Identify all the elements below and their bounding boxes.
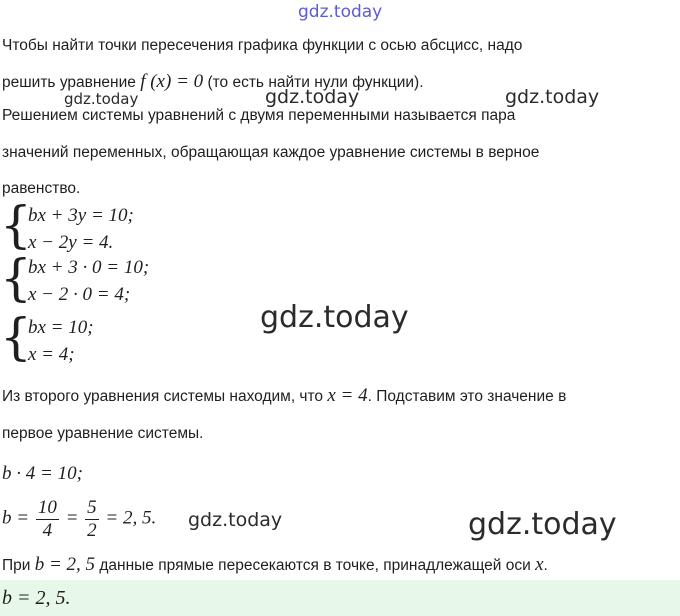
fraction-denominator: 4 (42, 519, 53, 541)
paragraph-text: данные прямые пересекаются в точке, принадлежащей оси (99, 557, 531, 574)
fraction-numerator: 10 (37, 497, 57, 518)
watermark: gdz.today (188, 509, 283, 531)
system-equation: x = 4; (28, 344, 75, 365)
paragraph-line: Решением системы уравнений с двумя переменными называется пара (2, 107, 516, 124)
answer-highlight (0, 580, 680, 616)
system-equation: bx = 10; (28, 317, 94, 338)
paragraph-line: равенство. (2, 180, 81, 197)
paragraph-text: Из второго уравнения системы находим, что (2, 388, 324, 405)
paragraph-line: первое уравнение системы. (2, 425, 204, 442)
math-text: = (65, 507, 79, 529)
paragraph-line (2, 385, 566, 407)
paragraph-line: Чтобы найти точки пересечения графика функции с осью абсцисс, надо (2, 37, 523, 54)
system-equation: x − 2y = 4. (28, 232, 114, 253)
math-inline: x (535, 554, 544, 575)
fraction-denominator: 2 (87, 519, 97, 541)
watermark: gdz.today (468, 507, 617, 542)
math-text: = 2, 5. (105, 507, 157, 529)
paragraph-text: При (2, 557, 31, 574)
math-inline: b = 2, 5 (34, 554, 96, 575)
paragraph-line: значений переменных, обращающая каждое уравнение системы в верное (2, 144, 540, 161)
paragraph-text: (то есть найти нули функции). (207, 74, 424, 91)
paragraph-text: . Подставим это значение в (367, 388, 567, 405)
math-equation (2, 497, 156, 542)
watermark: gdz.today (265, 86, 360, 108)
fraction-numerator: 5 (87, 497, 97, 518)
watermark: gdz.today (64, 90, 139, 108)
watermark: gdz.today (505, 86, 600, 108)
answer: b = 2, 5. (2, 587, 71, 609)
fraction (36, 497, 59, 542)
system-brace: { (0, 196, 32, 254)
system-brace: { (0, 249, 32, 307)
watermark-top: gdz.today (298, 2, 383, 22)
math-equation: b · 4 = 10; (2, 463, 83, 484)
paragraph-text: решить уравнение (2, 74, 136, 91)
watermark: gdz.today (260, 300, 409, 335)
math-inline: f (x) = 0 (140, 71, 204, 92)
math-inline: x = 4 (327, 385, 368, 406)
system-brace: { (0, 308, 32, 366)
paragraph-line (2, 554, 548, 576)
paragraph-text: . (543, 557, 548, 574)
fraction (85, 497, 99, 542)
math-text: b = (2, 507, 30, 529)
system-equation: bx + 3 · 0 = 10; (28, 257, 150, 278)
system-equation: bx + 3y = 10; (28, 205, 134, 226)
system-equation: x − 2 · 0 = 4; (28, 284, 131, 305)
